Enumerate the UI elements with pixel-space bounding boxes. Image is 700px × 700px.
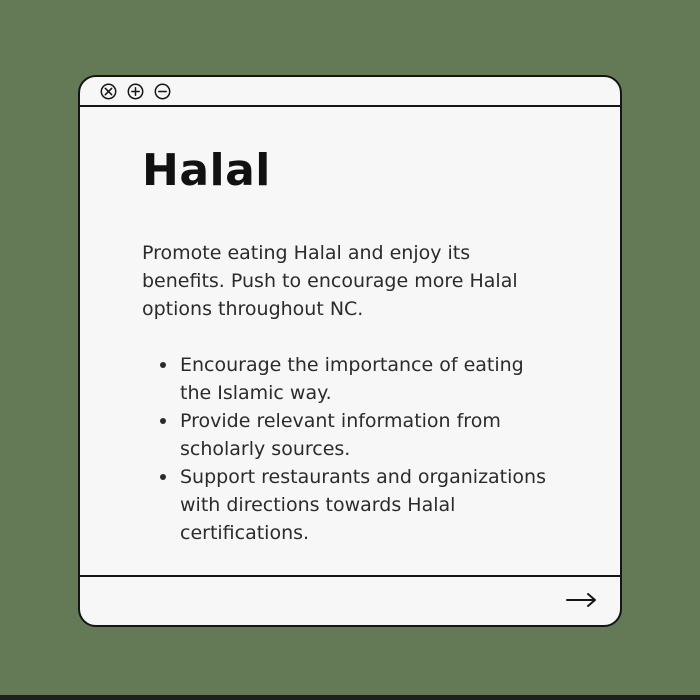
arrow-right-icon[interactable] <box>565 590 598 610</box>
bullet-item <box>180 407 550 463</box>
bottom-strip <box>0 695 700 700</box>
bullet-list <box>180 351 550 547</box>
bullet-item <box>180 351 550 407</box>
intro-paragraph: Promote eating Halal and enjoy its benefits. Push to encourage more Halal options throughout NC. <box>142 242 518 320</box>
bullet-text: Support restaurants and organizations with directions towards Halal certifications. <box>180 466 546 544</box>
bullet-text: Provide relevant information from scholarly sources. <box>180 410 501 460</box>
window-content <box>80 107 620 575</box>
close-icon[interactable] <box>100 83 117 100</box>
bullet-dot <box>160 474 166 480</box>
minus-icon[interactable] <box>154 83 171 100</box>
window-titlebar <box>80 77 620 107</box>
bullet-dot <box>160 418 166 424</box>
plus-icon[interactable] <box>127 83 144 100</box>
window-footer <box>80 575 620 625</box>
app-window <box>78 75 622 627</box>
bullet-dot <box>160 362 166 368</box>
bullet-text: Encourage the importance of eating the Islamic way. <box>180 354 524 404</box>
page-title: Halal <box>142 145 271 196</box>
bullet-item <box>180 463 550 547</box>
